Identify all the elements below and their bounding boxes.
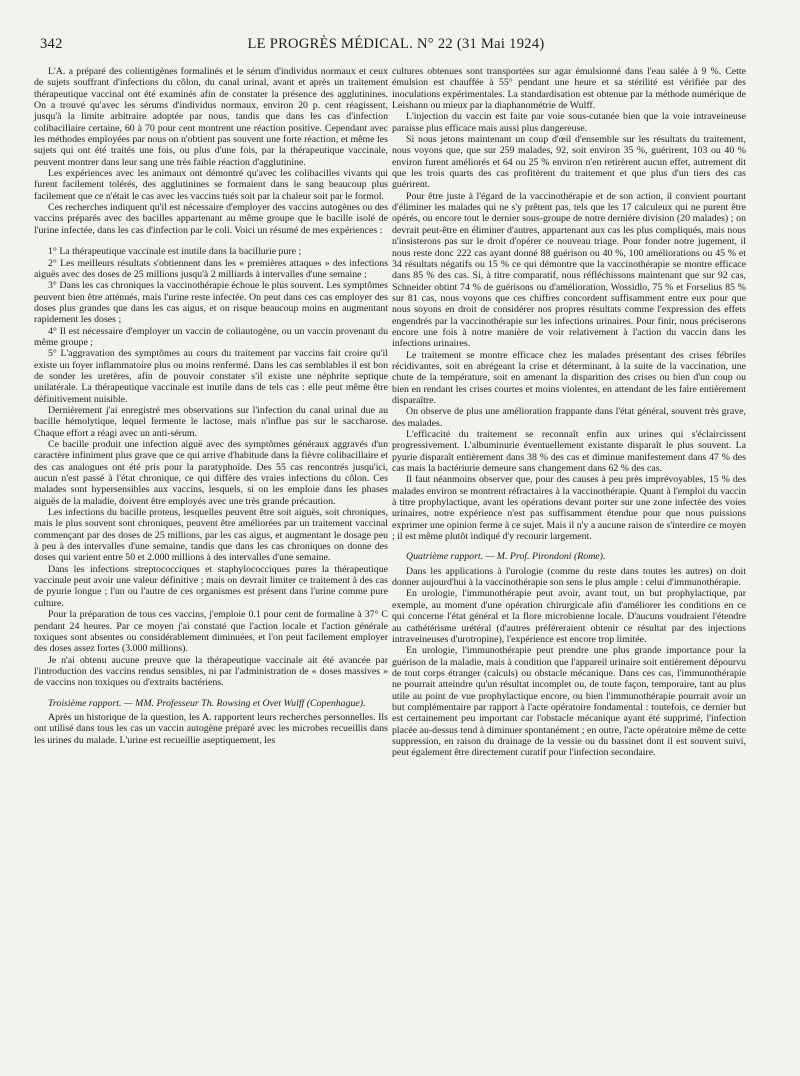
- left-column: [34, 66, 388, 746]
- paragraph: En urologie, l'immunothérapie peut prendre une plus grande importance pour la guérison de la maladie, mais à condition que l'appareil urinaire soit entièrement dépourvu de tout corps étranger (calculs) ou obstacle mécanique. Dans ces cas, l'immunothérapie ne pourrait atteindre qu'un résultat incomplet ou, de toute façon, temporaire, tant au plus utile au point de vue prophylactique encore, ou bien l'immunothérapie pourrait avoir un but complémentaire par rapport à l'acte opératoire fondamental : toutefois, ce dernier but est certainement peu important car l'obstacle mécanique ayant été supprimé, l'infection placée au-dessus tend à diminuer spontanément ; en outre, l'acte opératoire même de cette suppression, en raison du drainage de la vessie ou du bassinet dont il est souvent suivi, peut également être directement curatif pour l'infection secondaire.: [392, 645, 746, 759]
- journal-title: LE PROGRÈS MÉDICAL. N° 22 (31 Mai 1924): [247, 36, 545, 52]
- list-item: 1° La thérapeutique vaccinale est inutile dans la bacillurie pure ;: [48, 246, 302, 258]
- list-item: 3° Dans les cas chroniques la vaccinothérapie échoue le plus souvent. Les symptômes peuvent bien être atténués, mais l'urine reste infectée. On peut dans ces cas employer des doses plus grandes que dans les cas aigus, et on risque beaucoup moins en augmentant rapidement les doses ;: [34, 280, 388, 326]
- list-item: 5° L'aggravation des symptômes au cours du traitement par vaccins fait croire qu'il existe un foyer inflammatoire plus ou moins renfermé. Dans les cas semblables il est bon de sonder les uretères, afin de pouvoir constater s'il existe une néphrite septique unilatérale. La thérapeutique vaccinale est inutile dans de tels cas : elle peut même être définitivement nuisible.: [34, 348, 388, 405]
- page-number: 342: [40, 36, 63, 52]
- list-item: 4° Il est nécessaire d'employer un vaccin de coliautogène, ou un vaccin provenant du même groupe ;: [34, 325, 388, 348]
- paragraph: L'A. a préparé des colientigènes formalinés et le sérum d'individus normaux et ceux de sujets souffrant d'infections du côlon, du canal urinal, avant et après un traitement thérapeutique vaccinal ont été examinés afin de constater la présence des agglutinines. On a trouvé qu'avec les sérums d'individus normaux, environ 20 p. cent réagissent, jusqu'à la limite arbitraire adoptée par nous, tandis que dans les cas d'infection colibacillaire certaine, 60 à 70 pour cent montrent une réaction positive. Cependant avec les méthodes employées par nous on n'obtient pas souvent une forte réaction, et même les sujets qui ont été traités une fois, ou plus d'une fois, par la thérapeutique vaccinale, peuvent montrer dans leur sang une très faible réaction d'agglutinine.: [34, 66, 388, 168]
- section-heading: Troisième rapport. — MM. Professeur Th. Rowsing et Ovet Wulff (Copenhague).: [48, 697, 366, 709]
- paragraph: Ces recherches indiquent qu'il est nécessaire d'employer des vaccins autogènes ou des vaccins préparés avec des bacilles appartenant au même groupe que le bacille isolé de l'urine infectée, dans les cas d'infection par le coli. Voici un résumé de mes expériences :: [34, 202, 388, 236]
- paragraph: Dans les infections streptococciques et staphylococciques pures la thérapeutique vaccinale peut avoir une valeur définitive ; mais on devrait limiter ce traitement à des cas de pyurie longue ; l'un ou l'autre de ces organismes est présent dans l'urine comme pure culture.: [34, 563, 388, 609]
- paragraph: Il faut néanmoins observer que, pour des causes à peu près imprévoyables, 15 % des malades environ se montrent réfractaires à la vaccinothérapie. Quant à l'emploi du vaccin à titre prophylactique, avant les opérations devant porter sur une zone infectée des voies urinaires, notre expérience n'est pas suffisamment étendue pour que nous puissions exprimer une opinion ferme à ce sujet. Mais il n'y a aucune raison de s'interdire ce moyen ; il est même plutôt indiqué d'y recourir largement.: [392, 474, 746, 543]
- paragraph: Dans les applications à l'urologie (comme du reste dans toutes les autres) on doit donner aujourd'hui à la vaccinothérapie son sens le plus ample : celui d'immunothérapie.: [392, 565, 746, 589]
- paragraph: Dernièrement j'ai enregistré mes observations sur l'infection du canal urinal due au bacille hémolytique, lequel fermente le lactose, mais n'influe pas sur le saccharose. Chaque effort a réagi avec un anti-sérum.: [34, 404, 388, 439]
- paragraph: Après un historique de la question, les A. rapportent leurs recherches personnelles. Ils ont utilisé dans tous les cas un vaccin autogène préparé avec les microbes recueillis dans les urines du malade. L'urine est recueillie aseptiquement, les: [34, 711, 388, 746]
- paragraph: En urologie, l'immunothérapie peut avoir, avant tout, un but prophylactique, par exemple, au moment d'une opération chirurgicale afin d'améliorer les conditions en ce qui concerne l'état général et la flore microbienne locale. D'aucuns voudraient l'étendre au cathétérisme urétéral (d'autres préféreraient obtenir ce résultat par des injections intraveineuses d'urotropine), l'expérience est encore trop limitée.: [392, 588, 746, 645]
- paragraph: L'efficacité du traitement se reconnaît enfin aux urines qui s'éclaircissent progressivement. L'albuminurie éventuellement existante disparaît le plus souvent. La pyurie disparaît entièrement dans 38 % des cas et diminue manifestement dans 47 % des cas mais la bactériurie demeure sans changement dans 62 % des cas.: [392, 429, 746, 475]
- paragraph: Pour être juste à l'égard de la vaccinothérapie et de son action, il convient pourtant d'éliminer les malades qui ne s'y prêtent pas, tels que les 17 calculeux qui ne purent être opérés, ou encore tout le dernier sous-groupe de notre dernière division (20 malades) ; on devrait peut-être en éliminer d'autres, appartenant aux cas les plus compliqués, mais nous n'insisterons pas sur le droit d'opérer ce nouveau triage. Pour fonder notre jugement, il nous reste donc 222 cas ayant donné 88 guérison ou 40 %, 100 améliorations ou 45 % et 34 résultats négatifs ou 15 % ce qui démontre que la vaccinothérapie se montre efficace dans 85 % des cas. Si, à titre comparatif, nous réfléchissons maintenant que sur 92 cas, Schneider obtint 74 % de guérisons ou d'amélioration, Wossidlo, 75 % et Forselius 85 % sur 81 cas, nous voyons que ces chiffres concordent suffisamment entre eux pour que nous soyons en droit de considérer nos propres résultats comme l'expression des effets engendrés par la vaccinothérapie sur les infections urinaires. Pour finir, nous préciserons encore une fois à notre manière de voir relativement à l'action du vaccin dans les infections urinaires.: [392, 190, 746, 350]
- paragraph: On observe de plus une amélioration frappante dans l'état général, souvent très grave, des malades.: [392, 406, 746, 429]
- paragraph: cultures obtenues sont transportées sur agar émulsionné dans l'eau salée à 9 %. Cette émulsion est chauffée à 55° pendant une heure et sa stérilité est vérifiée par des inoculations expérimentales. La standardisation est obtenue par la méthode numérique de Leishann ou mieux par la diaphanométrie de Wulff.: [392, 66, 746, 112]
- list-item: 2° Les meilleurs résultats s'obtiennent dans les « premières attaques » des infections aiguës avec des doses de 25 millions jusqu'à 2 milliards à intervalles d'une semaine ;: [34, 257, 388, 280]
- page-header: [40, 36, 752, 56]
- section-heading: Quatrième rapport. — M. Prof. Pirondoni (Rome).: [406, 551, 606, 563]
- paragraph: L'injection du vaccin est faite par voie sous-cutanée bien que la voie intraveineuse paraisse plus efficace mais aussi plus dangereuse.: [392, 111, 746, 134]
- paragraph: Le traitement se montre efficace chez les malades présentant des crises fébriles récidivantes, soit en abrégeant la crise et déterminant, à la suite de la vaccination, une chute de la température, soit en amenant la disparition des crises ou bien d'un coup ou bien en rendant les crises courtes et moins violentes, en attendant de les faire entièrement disparaître.: [392, 349, 746, 406]
- paragraph: Les infections du bacille proteus, lesquelles peuvent être soit aiguës, soit chroniques, mais le plus souvent sont chroniques, peuvent être améliorées par un traitement vaccinal commençant par des doses de 25 millions, par les cas aigus, et augmentant le dosage peu à peu à des intervalles d'une semaine, tandis que dans les cas chroniques on donne des doses qui varient entre 50 et 2.000 millions à des intervalles d'une semaine.: [34, 507, 388, 564]
- paragraph: Les expériences avec les animaux ont démontré qu'avec les colibacilles vivants qui furent facilement tolérés, des agglutinines se formaient dans le sang beaucoup plus facilement que ce n'était le cas avec les vaccins tués soit par la chaleur soit par le formol.: [34, 168, 388, 202]
- paragraph: Ce bacille produit une infection aiguë avec des symptômes généraux aggravés d'un caractère infiniment plus grave que ce qui arrive d'habitude dans la fièvre colibacillaire et des cas analogues ont été pris pour la paratyphoïde. Des 55 cas rencontrés jusqu'ici, aucun n'est passé à l'état chronique, ce qui diffère des vraies infections du côlon. Ces malades sont hypersensibles aux vaccins, lesquels, si on les emploie dans les phases aiguës de la maladie, doivent être employés avec une très grande précaution.: [34, 439, 388, 507]
- paragraph: Si nous jetons maintenant un coup d'œil d'ensemble sur les résultats du traitement, nous voyons que, que sur 259 malades, 92, soit environ 35 %, guérirent, 103 ou 40 % environ furent améliorés et 64 ou 25 % environ n'en retirèrent aucun effet, autrement dit que les trois quarts des cas profitèrent du traitement et que plus d'un tiers des cas guérirent.: [392, 134, 746, 191]
- paragraph: Je n'ai obtenu aucune preuve que la thérapeutique vaccinale ait été avancée par l'introduction des vaccins rendus sensibles, ni par l'administration de « doses massives » de vaccins non toxiques ou d'extraits bactériens.: [34, 654, 388, 689]
- right-column: [392, 66, 746, 759]
- paragraph: Pour la préparation de tous ces vaccins, j'emploie 0.1 pour cent de formaline à 37° C pendant 24 heures. Par ce moyen j'ai constaté que l'action locale et l'action générale toxiques sont absentes ou considérablement diminuées, et l'on peut facilement employer des doses assez fortes (3.000 millions).: [34, 609, 388, 655]
